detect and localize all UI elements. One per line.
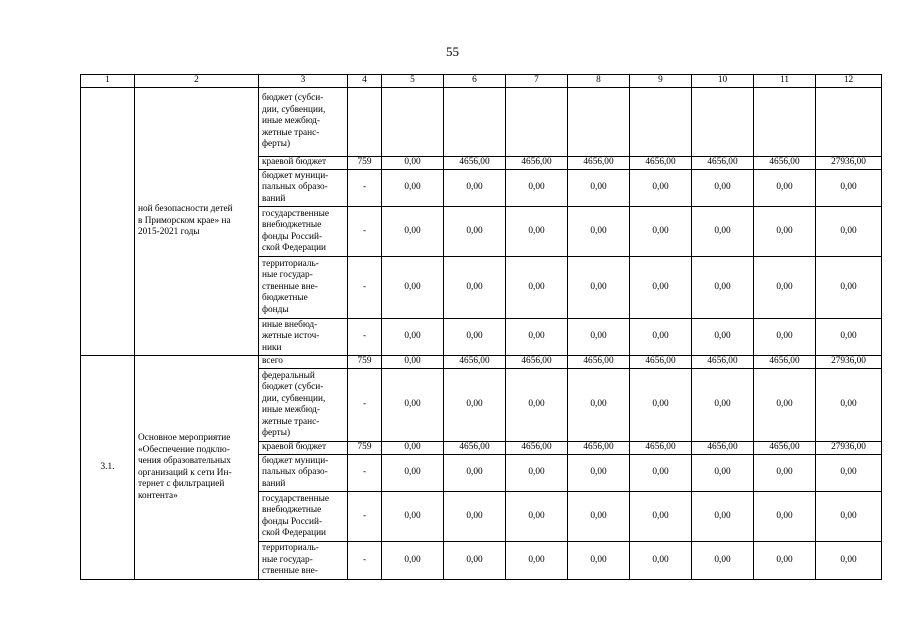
value-cell: 0,00 (754, 492, 816, 542)
value-cell: 0,00 (568, 207, 630, 257)
column-number: 2 (135, 75, 259, 88)
value-cell (692, 88, 754, 157)
value-cell: 0,00 (630, 170, 692, 207)
value-cell: 4656,00 (568, 442, 630, 455)
code-cell: - (348, 257, 382, 319)
value-cell: 4656,00 (754, 356, 816, 369)
funding-source-cell: краевой бюджет (259, 157, 348, 170)
value-cell: 0,00 (692, 369, 754, 442)
value-cell: 0,00 (444, 542, 506, 580)
value-cell (382, 88, 444, 157)
value-cell: 0,00 (506, 369, 568, 442)
funding-source-cell: бюджет муници- пальных образо- ваний (259, 455, 348, 492)
table-row (81, 356, 882, 369)
value-cell: 0,00 (506, 319, 568, 356)
value-cell: 0,00 (506, 207, 568, 257)
value-cell: 0,00 (568, 542, 630, 580)
value-cell: 4656,00 (444, 157, 506, 170)
code-cell: - (348, 492, 382, 542)
funding-source-cell: территориаль- ные государ- ственные вне- (259, 542, 348, 580)
value-cell: 4656,00 (630, 356, 692, 369)
value-cell: 0,00 (444, 369, 506, 442)
value-cell: 0,00 (444, 455, 506, 492)
value-cell: 0,00 (630, 492, 692, 542)
value-cell: 0,00 (754, 455, 816, 492)
column-number: 8 (568, 75, 630, 88)
value-cell: 0,00 (444, 319, 506, 356)
value-cell: 0,00 (692, 492, 754, 542)
code-cell: - (348, 170, 382, 207)
funding-source-cell: федеральный бюджет (субси- дии, субвенции, иные межбюд- жетные транс- ферты) (259, 369, 348, 442)
value-cell: 0,00 (568, 319, 630, 356)
value-cell: 0,00 (444, 207, 506, 257)
funding-source-cell: всего (259, 356, 348, 369)
value-cell: 0,00 (816, 207, 882, 257)
value-cell: 0,00 (754, 207, 816, 257)
value-cell: 0,00 (506, 170, 568, 207)
value-cell: 4656,00 (506, 157, 568, 170)
value-cell: 4656,00 (444, 442, 506, 455)
funding-source-cell: бюджет муници- пальных образо- ваний (259, 170, 348, 207)
value-cell: 0,00 (444, 170, 506, 207)
column-number-row (81, 75, 882, 88)
value-cell: 0,00 (692, 542, 754, 580)
value-cell: 4656,00 (754, 442, 816, 455)
column-number: 6 (444, 75, 506, 88)
code-cell: 759 (348, 157, 382, 170)
value-cell: 27936,00 (816, 356, 882, 369)
code-cell: 759 (348, 356, 382, 369)
column-number: 1 (81, 75, 135, 88)
value-cell: 4656,00 (506, 356, 568, 369)
budget-table (80, 74, 882, 580)
value-cell: 0,00 (754, 542, 816, 580)
value-cell: 0,00 (382, 442, 444, 455)
value-cell: 0,00 (382, 542, 444, 580)
table-row (81, 88, 882, 157)
value-cell: 0,00 (816, 455, 882, 492)
value-cell: 0,00 (630, 369, 692, 442)
value-cell: 0,00 (754, 257, 816, 319)
column-number: 9 (630, 75, 692, 88)
value-cell: 0,00 (816, 319, 882, 356)
value-cell: 0,00 (444, 492, 506, 542)
value-cell: 0,00 (506, 257, 568, 319)
value-cell: 0,00 (382, 369, 444, 442)
page-number: 55 (446, 44, 459, 59)
value-cell: 0,00 (816, 170, 882, 207)
code-cell: - (348, 319, 382, 356)
funding-source-cell: бюджет (субси- дии, субвенции, иные межбюд- жетные транс- ферты) (259, 88, 348, 157)
value-cell: 0,00 (816, 257, 882, 319)
column-number: 12 (816, 75, 882, 88)
value-cell (630, 88, 692, 157)
value-cell: 0,00 (630, 455, 692, 492)
value-cell: 4656,00 (754, 157, 816, 170)
value-cell: 27936,00 (816, 442, 882, 455)
column-number: 11 (754, 75, 816, 88)
code-cell: - (348, 455, 382, 492)
code-cell: 759 (348, 442, 382, 455)
code-cell: - (348, 207, 382, 257)
value-cell: 4656,00 (506, 442, 568, 455)
value-cell: 0,00 (630, 257, 692, 319)
column-number: 5 (382, 75, 444, 88)
value-cell: 0,00 (816, 369, 882, 442)
column-number: 7 (506, 75, 568, 88)
value-cell: 4656,00 (692, 356, 754, 369)
column-number: 3 (259, 75, 348, 88)
value-cell: 0,00 (816, 542, 882, 580)
row-index-cell (81, 88, 135, 356)
value-cell: 0,00 (692, 455, 754, 492)
value-cell: 0,00 (506, 492, 568, 542)
value-cell: 4656,00 (568, 157, 630, 170)
value-cell: 0,00 (506, 455, 568, 492)
value-cell: 0,00 (382, 207, 444, 257)
value-cell: 4656,00 (630, 442, 692, 455)
value-cell: 0,00 (816, 492, 882, 542)
value-cell (568, 88, 630, 157)
value-cell: 0,00 (568, 170, 630, 207)
column-number: 10 (692, 75, 754, 88)
value-cell: 0,00 (382, 319, 444, 356)
value-cell: 0,00 (692, 207, 754, 257)
value-cell: 0,00 (444, 257, 506, 319)
value-cell: 4656,00 (444, 356, 506, 369)
value-cell: 0,00 (506, 542, 568, 580)
value-cell: 0,00 (568, 492, 630, 542)
funding-source-cell: краевой бюджет (259, 442, 348, 455)
column-number: 4 (348, 75, 382, 88)
funding-source-cell: государственные внебюджетные фонды Россий- ской Федерации (259, 207, 348, 257)
value-cell: 0,00 (754, 369, 816, 442)
value-cell: 0,00 (754, 319, 816, 356)
value-cell: 0,00 (630, 542, 692, 580)
value-cell: 0,00 (382, 170, 444, 207)
value-cell: 27936,00 (816, 157, 882, 170)
value-cell: 0,00 (692, 170, 754, 207)
value-cell (816, 88, 882, 157)
code-cell: - (348, 542, 382, 580)
funding-source-cell: государственные внебюджетные фонды Россий- ской Федерации (259, 492, 348, 542)
value-cell (506, 88, 568, 157)
value-cell: 4656,00 (692, 442, 754, 455)
value-cell (444, 88, 506, 157)
value-cell: 0,00 (692, 319, 754, 356)
value-cell: 0,00 (382, 356, 444, 369)
value-cell: 0,00 (568, 257, 630, 319)
value-cell: 4656,00 (692, 157, 754, 170)
funding-source-cell: территориаль- ные государ- ственные вне- бюджетные фонды (259, 257, 348, 319)
funding-source-cell: иные внебюд- жетные источ- ники (259, 319, 348, 356)
value-cell: 0,00 (692, 257, 754, 319)
code-cell: - (348, 369, 382, 442)
code-cell (348, 88, 382, 157)
value-cell: 4656,00 (568, 356, 630, 369)
value-cell: 0,00 (382, 157, 444, 170)
value-cell: 0,00 (382, 492, 444, 542)
value-cell (754, 88, 816, 157)
value-cell: 0,00 (754, 170, 816, 207)
value-cell: 0,00 (630, 319, 692, 356)
value-cell: 0,00 (382, 257, 444, 319)
program-name-cell: Основное мероприятие «Обеспечение подклю- чения образовательных организаций к сети Ин- тернет с фильтрацией контента» (135, 356, 259, 580)
value-cell: 0,00 (630, 207, 692, 257)
row-index-cell: 3.1. (81, 356, 135, 580)
value-cell: 0,00 (568, 455, 630, 492)
value-cell: 0,00 (568, 369, 630, 442)
program-name-cell: ной безопасности детей в Приморском крае» на 2015-2021 годы (135, 88, 259, 356)
value-cell: 4656,00 (630, 157, 692, 170)
value-cell: 0,00 (382, 455, 444, 492)
